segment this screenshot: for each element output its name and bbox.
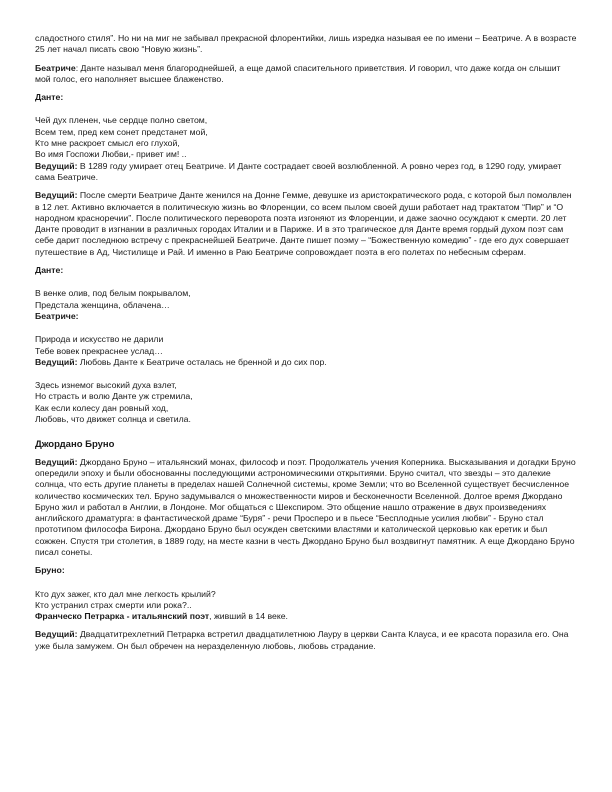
poem-block [35,115,577,160]
speech-text: Любовь Данте к Беатриче осталась не бренной и до сих пор. [77,356,327,367]
speaker-label: Беатриче [35,62,76,73]
speaker-label: Ведущий: [35,629,78,640]
poem-block [35,589,577,612]
poem-line: В венке олив, под белым покрывалом, [35,288,191,299]
speech-text: : Данте называл меня благороднейшей, а еще дамой спасительного приветствия. И говорил, что даже когда он слышит мой голос, его наполняет высшее блаженство. [35,62,561,84]
speech-text: В 1289 году умирает отец Беатриче. И Данте сострадает своей возлюбленной. А ровно через год, в 1290 году, умирает сама Беатриче. [35,160,562,182]
speaker-label: Ведущий: [35,160,78,171]
poet-name-label: Франческо Петрарка - итальянский поэт [35,611,210,622]
speech-text: Двадцатитрехлетний Петрарка встретил двадцатилетнюю Лауру в церкви Санта Клауса, и ее красота поразила его. Она уже была замужем. Он был обречен на неразделенную любовь, любовь страдание. [35,629,569,651]
speaker-label: Ведущий: [35,190,78,201]
speaker-label: Ведущий: [35,356,78,367]
poem-line: Всем тем, пред кем сонет предстанет мой, [35,126,208,137]
paragraph-host-2 [35,190,577,258]
poem-line: Кто мне раскроет смысл его глухой, [35,138,180,149]
poem-block [35,380,577,425]
paragraph-petrarca-intro [35,611,577,622]
speech-text: Джордано Бруно – итальянский монах, философ и поэт. Продолжатель учения Коперника. Высказывания и догадки Бруно опередили эпоху и были обоснованны последующими астрономическими открытиями. Бруно считал, что звезды – это далекие солнца, что есть другие планеты в пределах нашей Солнечной системы, кроме Земли; что во Вселенной существует бесчисленное количество космических тел. Бруно задумывался о множественности миров и бесконечности Вселенной. Долгое время Джордано Бруно жил и работал в Англии, в Лондоне. Мог общаться с Шекспиром. Это общение нашло отражение в двух произведениях английского драматурга: в фантастической драме “Буря” - речи Просперо и в пьесе “Бесплодные усилия любви” - Бруно стал прототипом философа Бирона. Джордано Бруно был осужден светскими властями и католической церковью как еретик и был сожжен. Спустя три столетия, в 1889 году, на месте казни в честь Джордано Бруно был воздвигнут памятник. А еще Джордано Бруно писал сонеты. [35,456,576,557]
poem-line: Чей дух пленен, чье сердце полно светом, [35,115,208,126]
paragraph-host-1 [35,161,577,184]
paragraph-host-5 [35,629,577,652]
section-heading-bruno: Джордано Бруно [35,439,115,451]
paragraph-host-3 [35,357,577,368]
speaker-heading-dante: Данте: [35,92,64,103]
poem-block [35,288,577,311]
poem-line: Но страсть и волю Данте уж стремила, [35,391,193,402]
speaker-label: Ведущий: [35,456,78,467]
paragraph-host-4 [35,457,577,559]
poem-line: Здесь изнемог высокий духа взлет, [35,380,177,391]
poem-line: Кто дух зажег, кто дал мне легкость крылий? [35,588,216,599]
poem-block [35,334,577,357]
poem-line: Во имя Госпожи Любви,- привет им! .. [35,149,187,160]
speaker-heading-beatrice: Беатриче: [35,310,79,321]
speaker-heading-bruno: Бруно: [35,565,65,576]
paragraph-beatrice-speech [35,63,577,86]
document-body [35,33,577,652]
poem-line: Как если колесу дан ровный ход, [35,402,169,413]
poem-line: Природа и искусство не дарили [35,334,164,345]
speaker-heading-dante: Данте: [35,265,64,276]
poem-line: Тебе вовек прекраснее услад… [35,345,163,356]
paragraph-intro: сладостного стиля”. Но ни на миг не забывал прекрасной флорентийки, лишь изредка называя ее по имени – Беатриче. А в возрасте 25 лет начал писать свою “Новую жизнь”. [35,33,577,55]
speech-text: После смерти Беатриче Данте женился на Донне Гемме, девушке из аристократического рода, с которой был помолвлен в 12 лет. Активно включается в политическую жизнь во Флоренции, со всем пылом своей души работает над трактатом “Пир” и “О народном красноречии”. После политического переворота поэта изгоняют из Флоренции, и даже заочно осуждают к смерти. 20 лет Данте проводит в изгнании в различных городах Италии и в Париже. И в это трагическое для Данте время гордый духом поэт сам себе дарит последнюю встречу с прекраснейшей Беатриче. Данте пишет поэму – “Божественную комедию” - где его дух совершает путешествие в Ад, Чистилище и Рай. И именно в Раю Беатриче сопровождает поэта в его полетах по небесным сферам. [35,190,572,257]
poem-line: Кто устранил страх смерти или рока?.. [35,599,192,610]
poem-line: Любовь, что движет солнца и светила. [35,414,191,425]
poet-intro-text: , живший в 14 веке. [209,611,288,622]
poem-line: Предстала женщина, облачена… [35,299,170,310]
